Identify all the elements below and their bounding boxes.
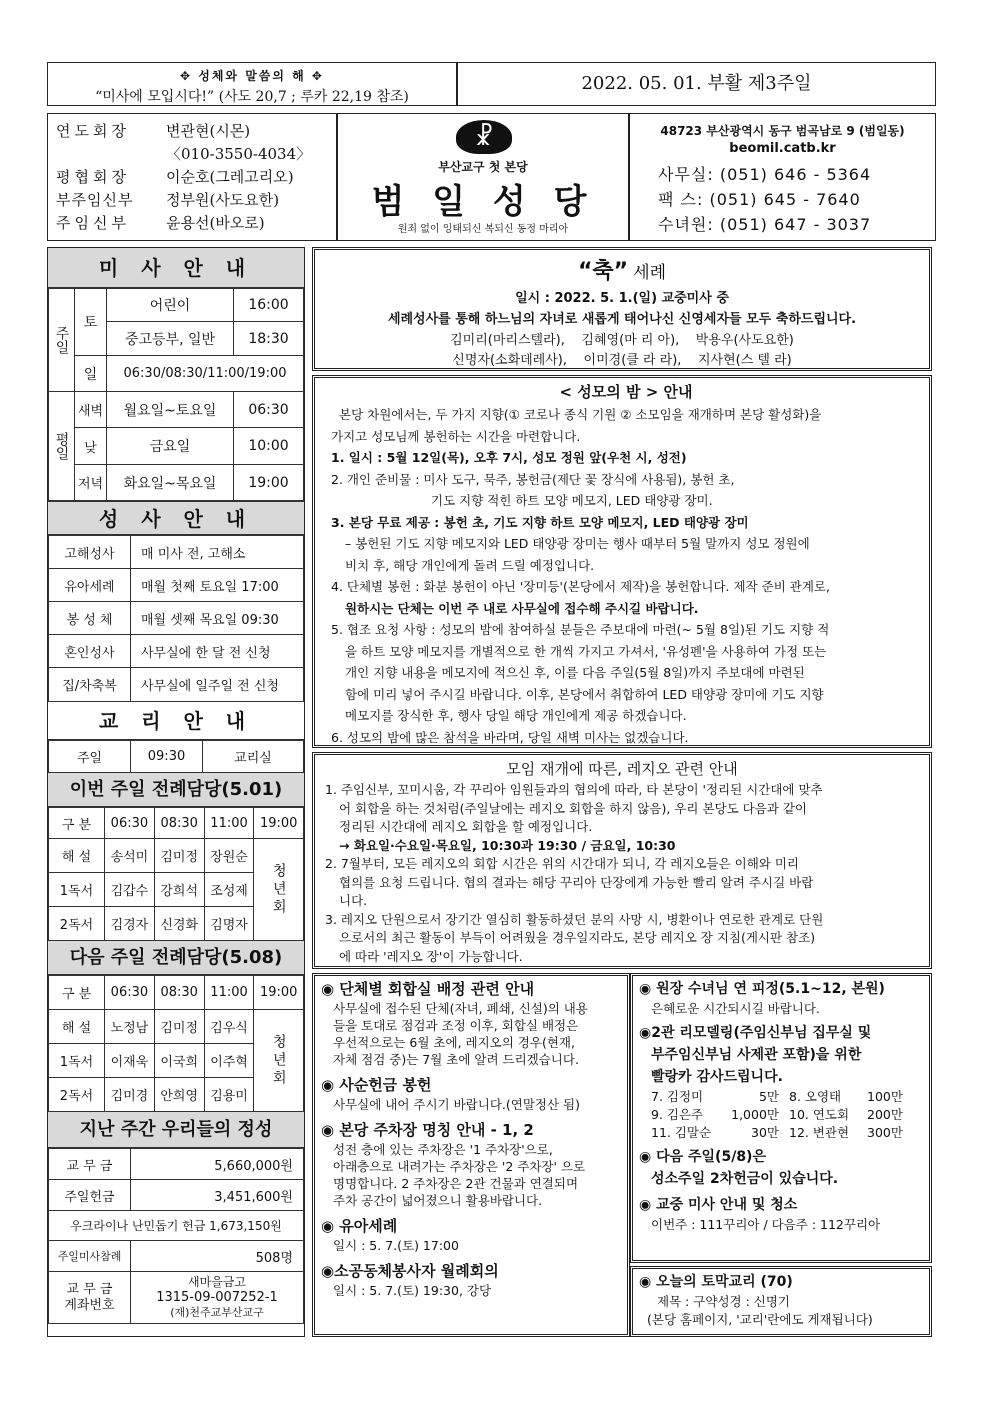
duty-cell: 신경화 [154,907,204,941]
mass-name: 어린이 [107,289,234,322]
sacrament-desc: 매월 첫째 토요일 17:00 [131,569,304,602]
motto-top: ✥ 성체와 말씀의 해 ✥ [180,69,324,83]
notice-mass-cleaning-title: ◉ 교중 미사 안내 및 청소 [639,1197,798,1213]
duty-role: 1독서 [49,873,105,907]
duty-header: 08:30 [154,976,204,1010]
officer-row: 평협회장 이순호(그레고리오) [56,168,294,186]
donor-row: 9. 김은주 1,000만 10. 연도회 200만 [651,1107,903,1122]
catechism-tip-title: ◉ 오늘의 토막교리 (70) [639,1274,793,1290]
mass-table [48,288,304,501]
donor-row: 11. 김말순 30만 12. 변관현 300만 [651,1125,903,1140]
contact-box [629,113,936,241]
date-line: 2022. 05. 01. 부활 제3주일 [581,73,812,94]
duty-cell: 이주혁 [204,1044,254,1078]
duty-this-title: 이번 주일 전례담당(5.01) [48,773,304,807]
duty-header: 06:30 [105,808,155,839]
catechism-table [48,740,304,773]
baptism-when: 일시 : 2022. 5. 1.(일) 교중미사 중 [515,291,729,306]
mass-name: 화요일~목요일 [107,465,234,501]
duty-cell: 안희영 [154,1078,204,1112]
sacrament-name: 고해성사 [49,536,131,569]
mass-name: 월요일~토요일 [107,392,234,428]
duty-cell: 김명자 [204,907,254,941]
offering-value: 5,660,000원 [131,1149,304,1180]
mass-name: 중고등부, 일반 [107,322,234,356]
left-notices-box [312,973,630,1337]
left-column [47,247,305,1337]
duty-next-table [48,975,304,1112]
mass-time: 10:00 [234,428,304,465]
sunday-times: 06:30/08:30/11:00/19:00 [107,356,304,392]
attendance-label: 주일미사참례 [49,1241,131,1272]
baptism-title: “축” 세례 [577,259,667,284]
duty-cell: 이국희 [154,1044,204,1078]
date-box [457,62,936,106]
mass-time: 19:00 [234,465,304,501]
church-name: 범 일 성 당 [371,182,595,222]
notice-remodel-title: 빨랑카 감사드립니다. [651,1069,783,1085]
ukraine-offering: 우크라이나 난민돕기 헌금 1,673,150원 [49,1211,304,1241]
account-info: 새마을금고 1315-09-007252-1 (재)천주교부산교구 [131,1272,304,1324]
duty-header: 08:30 [154,808,204,839]
mass-time: 06:30 [234,392,304,428]
catechism-tip-subject: 제목 : 구약성경 : 신명기 [657,1294,790,1309]
sacraments-title: 성 사 안 내 [48,501,304,535]
offering-value: 3,451,600원 [131,1180,304,1211]
account-label: 교 무 금 계좌번호 [49,1272,131,1324]
notice-mass-cleaning-body: 이번주 : 111꾸리아 / 다음주 : 112꾸리아 [651,1217,881,1232]
legio-box [312,752,932,969]
logo-tagline-top: 부산교구 첫 본당 [438,160,528,174]
mass-time: 18:30 [234,322,304,356]
duty-cell: 김미정 [154,1010,204,1044]
duty-cell: 조성제 [204,873,254,907]
duty-cell: 김미정 [154,839,204,873]
attendance-value: 508명 [131,1241,304,1272]
duty-header: 구 분 [49,808,105,839]
mass-group: 저녁 [75,465,107,501]
officer-row: 연도회장 변관현(시몬) [56,122,251,140]
sacrament-desc: 매월 셋째 목요일 09:30 [131,602,304,635]
donor-list [639,1088,925,1142]
catechism-tip-note: (본당 홈페이지, '교리'란에도 게재됩니다) [647,1312,873,1327]
duty-next-title: 다음 주일 전례담당(5.08) [48,941,304,975]
officer-row: 부주임신부 정부원(사도요한) [56,191,280,209]
duty-role: 해 설 [49,1010,105,1044]
baptism-names: 김미리(마리스텔라), 김혜영(마 리 아), 박용우(사도요한) [450,333,794,348]
legio-body: 1. 주임신부, 꼬미시움, 각 꾸리아 임원들과의 협의에 따라, 타 본당이 '정리된 시간대에 맞추 어 회합을 하는 것처럼(주일날에는 레지오 회합을 하지 않음), 우리 본당도 다음과 같이 정리된 시간대에 레지오 회합을 할 예정입니다. → 화요일·수요일·목요일, 10:30과 19:30 / 금요일, 10:30 2. 7월부터, 모든 레지오의 회합 시간은 위의 시간대가 되니, 각 레지오들은 이해와 미리 협의를 요청 드립니다. 협의 결과는 해당 꾸리아 단장에게 가능한 빨리 알려 주시길 바랍 니다. 3. 레지오 단원으로서 장기간 열심히 활동하셨던 분의 사망 시, 병환이나 연로한 관계로 단원 으로서의 최근 활동이 부득이 어려웠을 경우일지라도, 본당 레지오 장 지침(게시판 참조) 에 따라 '레지오 장'이 가능합니다. [325,782,824,964]
donor-row: 7. 김정미 5만 8. 오영태 100만 [651,1089,903,1104]
sun-label: 일 [75,356,107,392]
motto-sub: “미사에 모입시다!” (사도 20,7 ; 루카 22,19 참조) [95,89,409,105]
sacrament-desc: 사무실에 일주일 전 신청 [131,668,304,702]
notice-parking: ◉ 본당 주차장 명칭 안내 - 1, 2 성전 층에 있는 주차장은 '1 주차장'으로, 아래층으로 내려가는 주차장은 '2 주차장' 으로 명명합니다. 2 주차장은 2관 건물과 연결되며 주차 공간이 넓어졌으니 활용바랍니다. [321,1121,586,1208]
sacraments-table [48,535,304,702]
duty-cell: 김경자 [105,907,155,941]
website[interactable]: beomil.catb.kr [729,141,836,156]
sacrament-desc: 매 미사 전, 고해소 [131,536,304,569]
youth-group: 청년회 [254,839,304,941]
convent-phone: 수녀원: (051) 647 - 3037 [658,215,872,234]
legio-title: 모임 재개에 따른, 레지오 관련 안내 [506,760,738,778]
offering-table [48,1148,304,1324]
catechism-tip-box [630,1266,932,1337]
officer-list [56,120,336,235]
sacrament-desc: 사무실에 한 달 전 신청 [131,635,304,668]
duty-role: 2독서 [49,1078,105,1112]
duty-cell: 김우식 [204,1010,254,1044]
notice-lent-offering: ◉ 사순헌금 봉헌 사무실에 내어 주시기 바랍니다.(연말정산 됨) [321,1076,580,1112]
notice-remodel-title: ◉2관 리모델링(주임신부님 집무실 및 [639,1025,872,1041]
duty-header: 19:00 [254,976,304,1010]
church-emblem-icon: ☧ [456,120,512,154]
logo-box [337,113,629,241]
duty-header: 11:00 [204,976,254,1010]
duty-role: 해 설 [49,839,105,873]
notice-remodel-title: 부주임신부님 사제관 포함)을 위한 [651,1047,862,1063]
baptism-box [312,247,932,371]
motto-box [47,62,457,106]
youth-group: 청년회 [254,1010,304,1112]
sacrament-name: 혼인성사 [49,635,131,668]
night-body: 본당 차원에서는, 두 가지 지향(① 코로나 종식 기원 ② 소모임을 재개하며 본당 활성화)을 가지고 성모님께 봉헌하는 시간을 마련합니다. 1. 일시 : 5월 12일(목), 오후 7시, 성모 정원 앞(우천 시, 성전) 2. 개인 준비물 : 미사 도구, 묵주, 봉헌금(제단 꽃 장식에 사용됨), 봉헌 초, 기도 지향 적힌 하트 모양 메모지, LED 태양광 장미. 3. 본당 무료 제공 : 봉헌 초, 기도 지향 하트 모양 메모지, LED 태양광 장미 – 봉헌된 기도 지향 메모지와 LED 태양광 장미는 행사 때부터 5월 말까지 성모 정원에 비치 후, 해당 개인에게 돌려 드릴 예정입니다. 4. 단체별 봉헌 : 화분 봉헌이 아닌 '장미등'(본당에서 제작)을 봉헌합니다. 제작 준비 관계로, 원하시는 단체는 이번 주 내로 사무실에 접수해 주시길 바랍니다. 5. 협조 요청 사항 : 성모의 밤에 참여하실 분들은 주보대에 마련(~ 5월 8일)된 기도 지향 적 을 하트 모양 메모지를 개별적으로 한 개씩 가지고 가셔서, '유성펜'을 사용하여 가정 또는 개인 지향 내용을 메모지에 적으신 후, 이를 다음 주일(5월 8일)까지 주보대에 마련된 함에 미리 넣어 주시길 바랍니다. 이후, 본당에서 취합하여 LED 태양광 장미에 기도 지향 메모지를 장식한 후, 행사 당일 해당 개인에게 제공 하겠습니다. 6. 성모의 밤에 많은 참석을 바라며, 당일 새벽 미사는 없겠습니다. [331,407,830,745]
sunday-label: 주일 [49,289,75,392]
catechism-place: 교리실 [203,741,304,773]
sat-label: 토 [75,289,107,356]
address: 48723 부산광역시 동구 범곡남로 9 (범일동) [660,124,905,138]
night-of-mary-box [312,375,932,748]
baptism-message: 세례성사를 통해 하느님의 자녀로 새롭게 태어나신 신영세자들 모두 축하드립니다. [387,312,857,327]
right-notices-box [630,973,932,1263]
duty-role: 2독서 [49,907,105,941]
notice-vocation-title: ◉ 다음 주일(5/8)은 [639,1149,766,1165]
duty-cell: 이재욱 [105,1044,155,1078]
catechism-title: 교 리 안 내 [48,702,304,740]
baptism-names: 신명자(소화데레사), 이미경(클 라 라), 지사현(스 텔 라) [452,353,792,368]
sacrament-name: 집/차축복 [49,668,131,702]
officer-row: 〈010-3550-4034〉 [166,145,312,163]
mass-time: 16:00 [234,289,304,322]
duty-cell: 노정남 [105,1010,155,1044]
notice-retreat-title: ◉ 원장 수녀님 연 피정(5.1~12, 본원) [639,981,885,997]
weekday-label: 평일 [49,392,75,501]
officers-box [47,113,337,241]
logo-tagline-bottom: 원죄 없이 잉태되신 복되신 동정 마리아 [397,224,569,235]
catechism-time: 09:30 [131,741,203,773]
officer-row: 주임신부 윤용선(바오로) [56,214,265,232]
duty-header: 구 분 [49,976,105,1010]
notice-community-meeting: ◉소공동체봉사자 월례회의 일시 : 5. 7.(토) 19:30, 강당 [321,1262,499,1298]
duty-cell: 김용미 [204,1078,254,1112]
duty-header: 19:00 [254,808,304,839]
mass-name: 금요일 [107,428,234,465]
duty-cell: 김갑수 [105,873,155,907]
night-title: < 성모의 밤 > 안내 [559,383,693,401]
notice-infant-baptism: ◉ 유아세례 일시 : 5. 7.(토) 17:00 [321,1217,459,1253]
duty-cell: 장원순 [204,839,254,873]
offering-name: 주일헌금 [49,1180,131,1211]
fax: 팩 스: (051) 645 - 7640 [658,190,861,209]
duty-header: 06:30 [105,976,155,1010]
catechism-day: 주일 [49,741,131,773]
mass-group: 낮 [75,428,107,465]
sacrament-name: 봉 성 체 [49,602,131,635]
offering-name: 교 무 금 [49,1149,131,1180]
office-phone: 사무실: (051) 646 - 5364 [658,165,872,184]
duty-role: 1독서 [49,1044,105,1078]
duty-cell: 김미경 [105,1078,155,1112]
sacrament-name: 유아세례 [49,569,131,602]
duty-this-table [48,807,304,941]
notice-retreat-body: 은혜로운 시간되시길 바랍니다. [651,1001,820,1016]
duty-cell: 강희석 [154,873,204,907]
duty-cell: 송석미 [105,839,155,873]
mass-group: 새벽 [75,392,107,428]
duty-header: 11:00 [204,808,254,839]
mass-title: 미 사 안 내 [48,248,304,288]
notice-vocation-title: 성소주일 2차헌금이 있습니다. [651,1171,839,1187]
notice-meeting-rooms: ◉ 단체별 회합실 배정 관련 안내 사무실에 접수된 단체(자녀, 폐쇄, 신설)의 내용 들을 토대로 점검과 조정 이후, 회합실 배정은 우선적으로는 6월 초에, 레지오의 경우(현재, 자체 점검 중)는 7월 초에 알려 드리겠습니다. [321,980,588,1067]
offering-title: 지난 주간 우리들의 정성 [48,1112,304,1148]
